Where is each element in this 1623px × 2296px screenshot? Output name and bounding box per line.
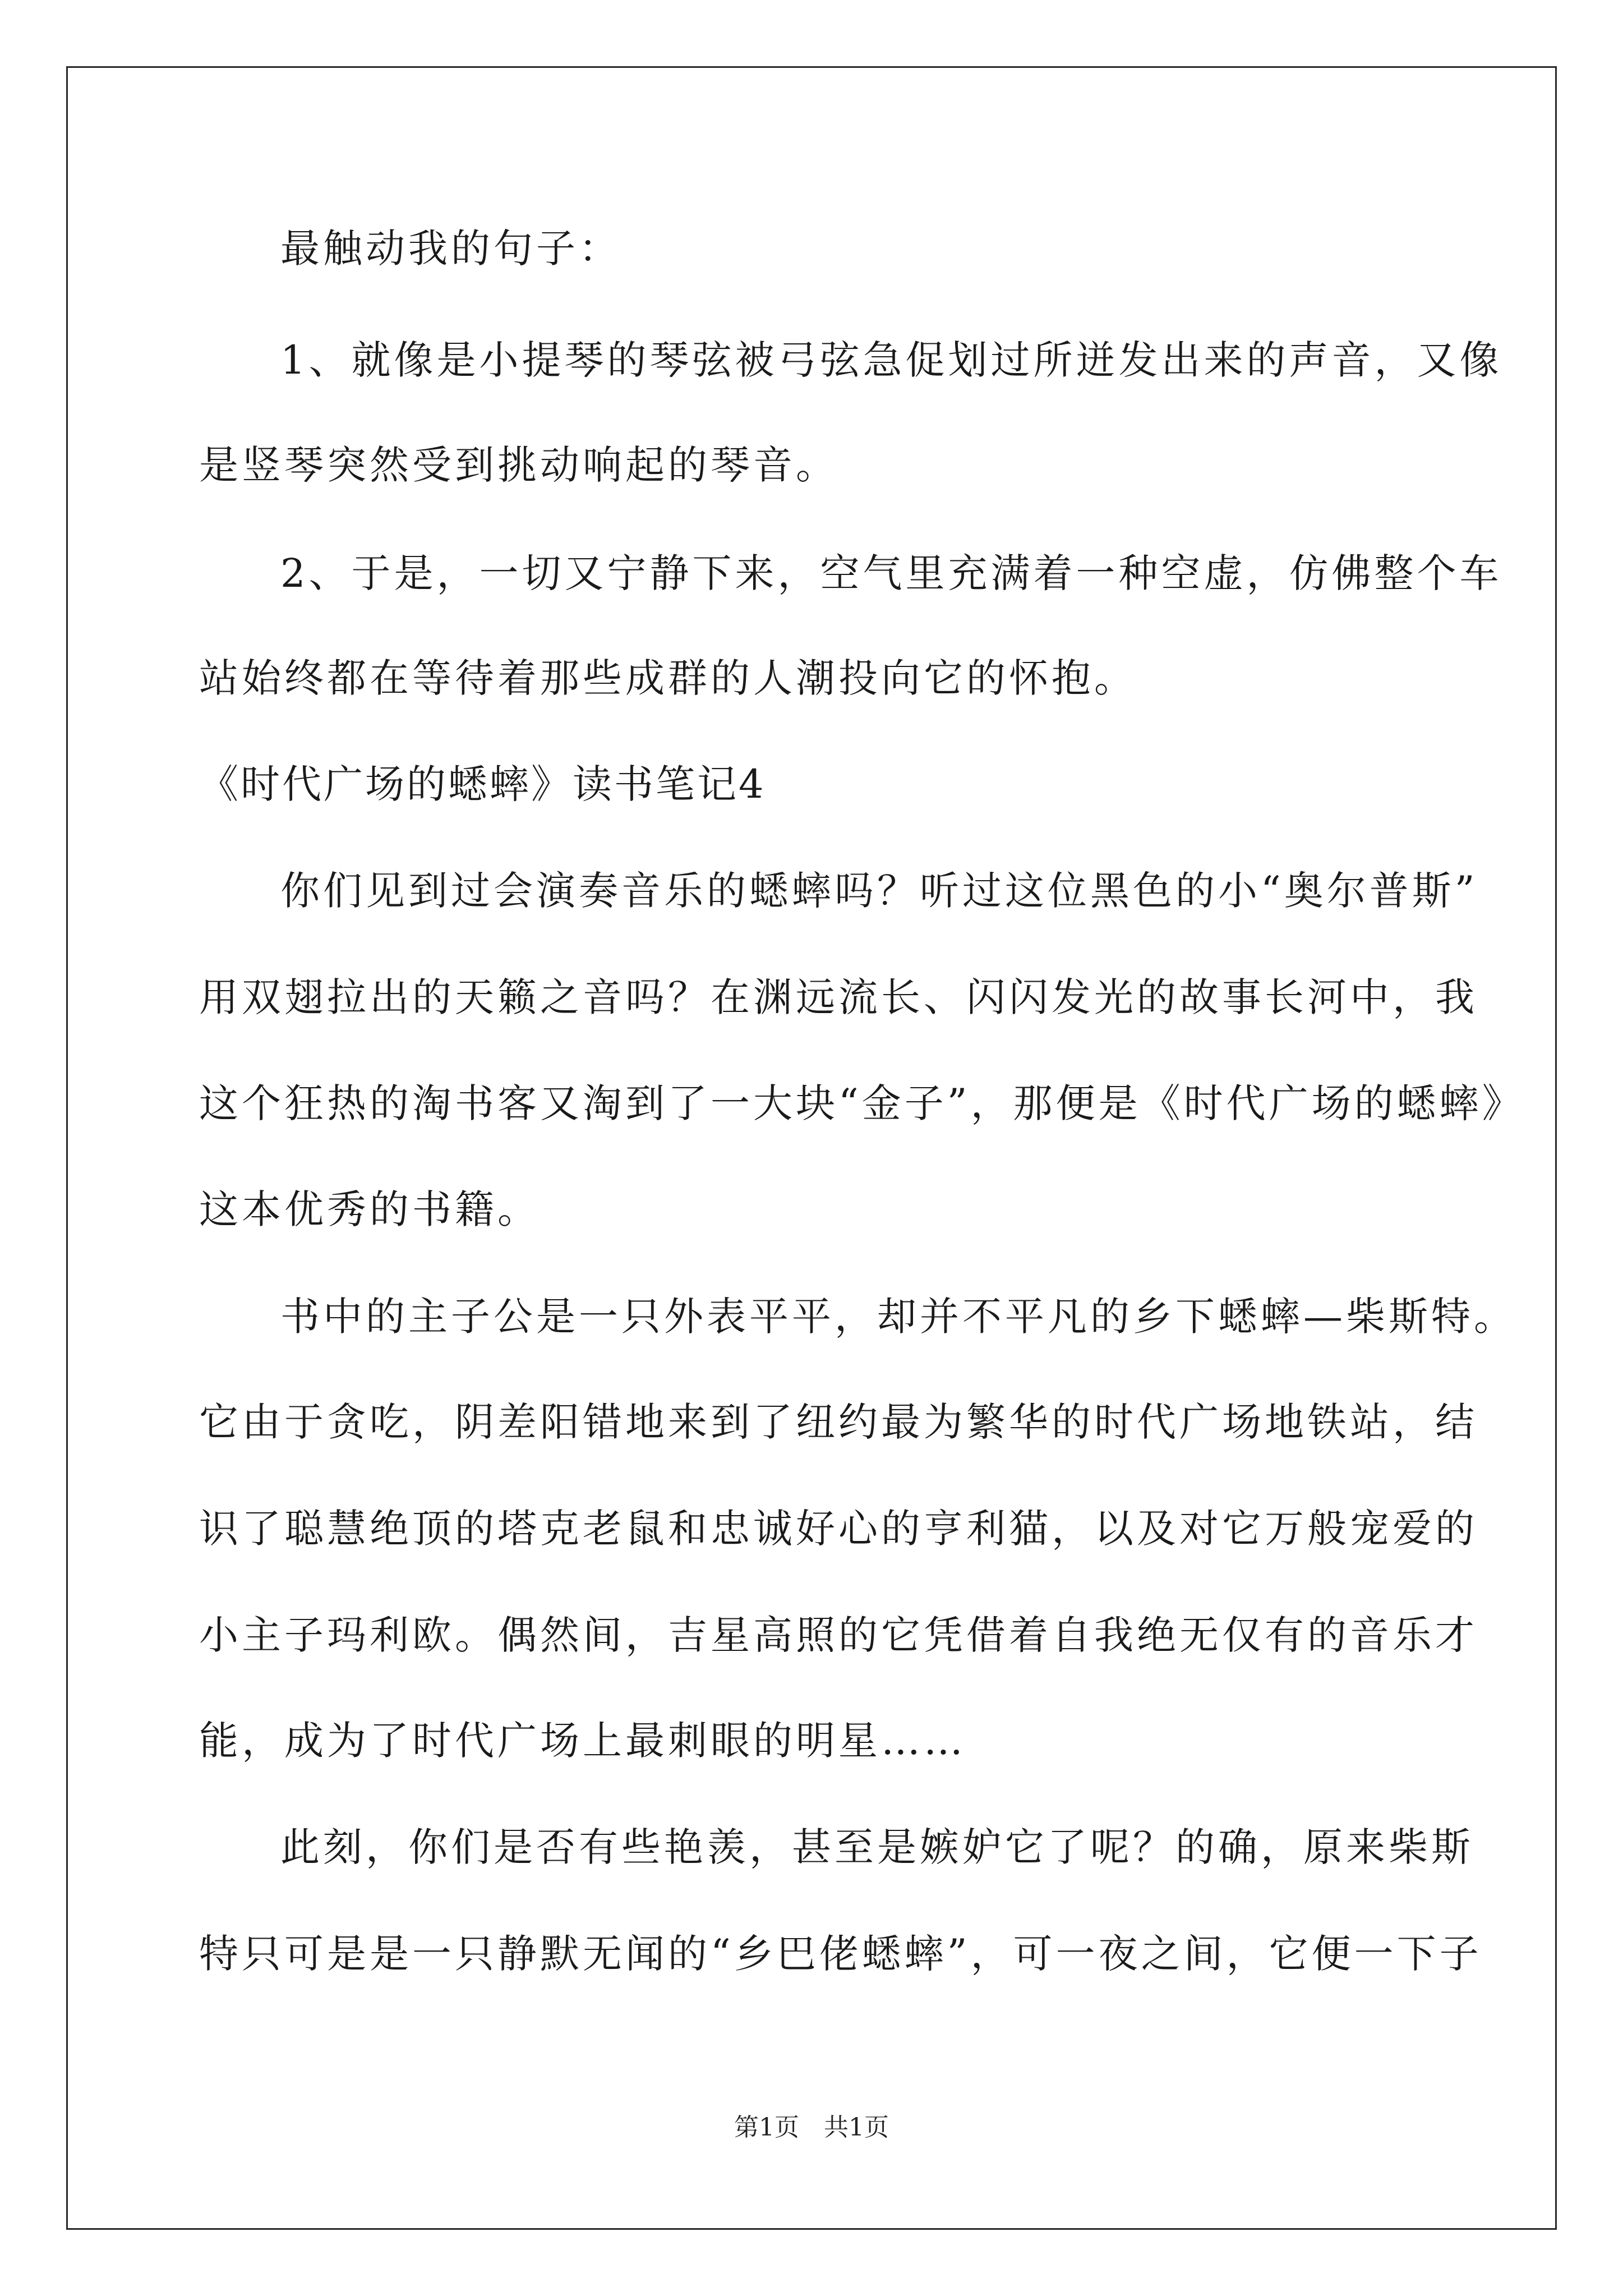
page-frame — [66, 66, 1557, 2230]
text-line: 此刻，你们是否有些艳羡，甚至是嫉妒它了呢？的确，原来柴斯 — [280, 1824, 1474, 1870]
text-line: 站始终都在等待着那些成群的人潮投向它的怀抱。 — [199, 655, 1137, 701]
text-line: 特只可是是一只静默无闻的“乡巴佬蟋蟀”，可一夜之间，它便一下子 — [199, 1931, 1482, 1977]
page-number: 第1页 共1页 — [734, 2113, 889, 2142]
text-line: 用双翅拉出的天籁之音吗？在渊远流长、闪闪发光的故事长河中，我 — [199, 974, 1478, 1020]
text-line: 这本优秀的书籍。 — [199, 1186, 540, 1232]
text-line: 2、于是，一切又宁静下来，空气里充满着一种空虚，仿佛整个车 — [280, 550, 1502, 596]
text-line: 1、就像是小提琴的琴弦被弓弦急促划过所迸发出来的声音，又像 — [280, 337, 1502, 383]
text-line: 它由于贪吃，阴差阳错地来到了纽约最为繁华的时代广场地铁站，结 — [199, 1399, 1478, 1445]
text-line: 这个狂热的淘书客又淘到了一大块“金子”，那便是《时代广场的蟋蟀》 — [199, 1080, 1525, 1126]
text-line: 书中的主子公是一只外表平平，却并不平凡的乡下蟋蟀—柴斯特。 — [280, 1294, 1516, 1340]
text-line: 识了聪慧绝顶的塔克老鼠和忠诚好心的亨利猫，以及对它万般宠爱的 — [199, 1506, 1478, 1552]
text-line: 小主子玛利欧。偶然间，吉星高照的它凭借着自我绝无仅有的音乐才 — [199, 1612, 1478, 1658]
section-heading: 《时代广场的蟋蟀》读书笔记4 — [199, 761, 766, 807]
text-line: 是竖琴突然受到挑动响起的琴音。 — [199, 442, 838, 488]
text-line: 最触动我的句子： — [280, 226, 621, 272]
text-line: 你们见到过会演奏音乐的蟋蟀吗？听过这位黑色的小“奥尔普斯” — [280, 868, 1478, 914]
text-line: 能，成为了时代广场上最刺眼的明星…… — [199, 1718, 966, 1764]
